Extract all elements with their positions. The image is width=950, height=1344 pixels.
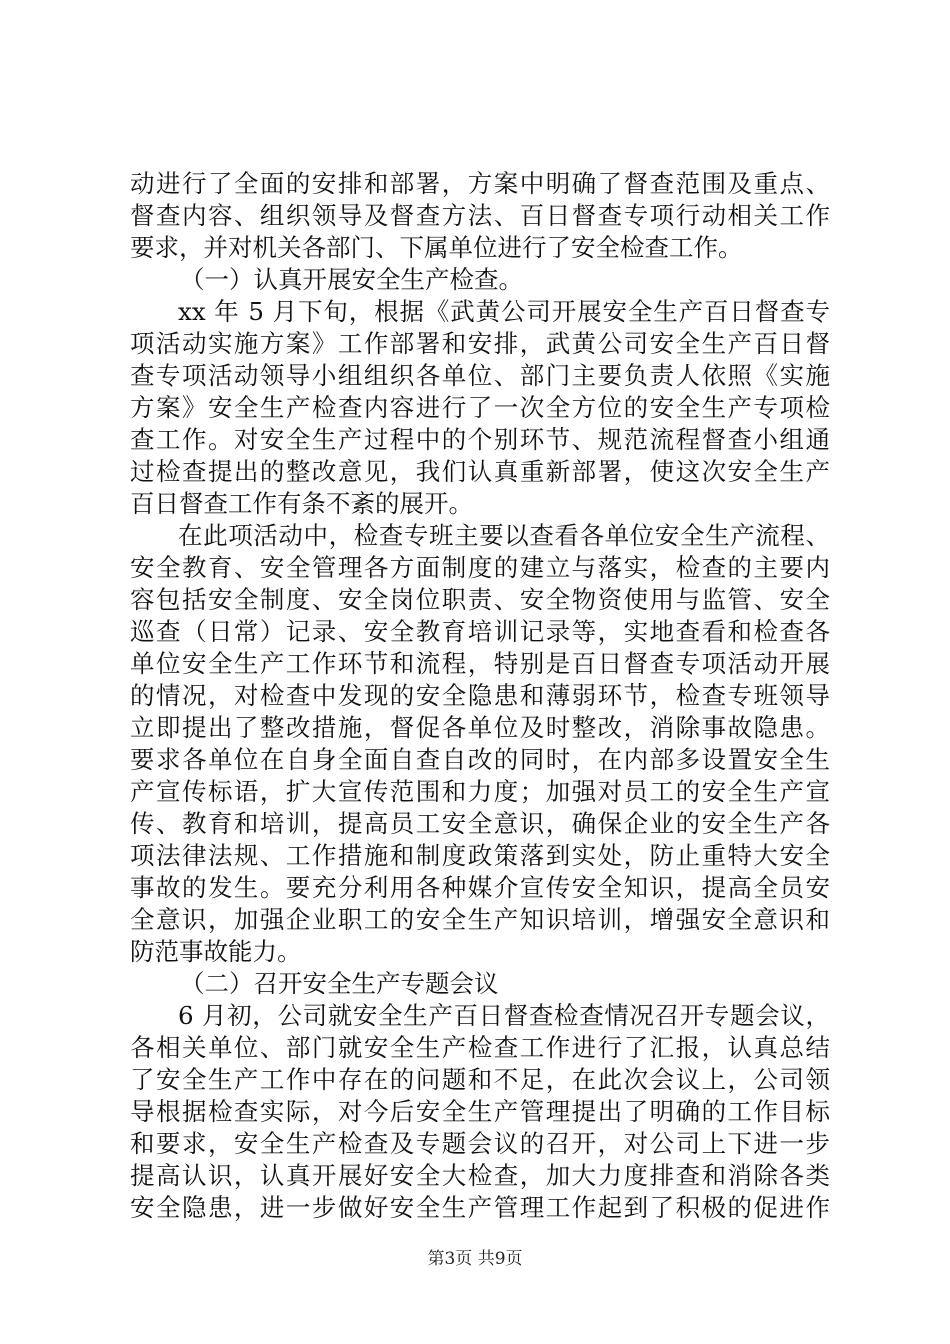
body-text-line: 动进行了全面的安排和部署，方案中明确了督查范围及重点、 [130,169,830,198]
body-text-line: 安全隐患，进一步做好安全生产管理工作起到了积极的促进作 [130,1193,830,1222]
body-text-line: 容包括安全制度、安全岗位职责、安全物资使用与监管、安全 [130,585,830,614]
body-text-line: 单位安全生产工作环节和流程，特别是百日督查专项活动开展 [130,649,830,678]
body-text-line: 百日督查工作有条不紊的展开。 [130,489,473,518]
body-text-line: 传、教育和培训，提高员工安全意识，确保企业的安全生产各 [130,809,830,838]
body-text-line: 和要求，安全生产检查及专题会议的召开，对公司上下进一步 [130,1129,830,1158]
body-text-line: 查工作。对安全生产过程中的个别环节、规范流程督查小组通 [130,425,830,454]
section-heading-1: （一）认真开展安全生产检查。 [180,265,523,294]
body-text-line: 全意识，加强企业职工的安全生产知识培训，增强安全意识和 [130,905,830,934]
body-text-line: 防范事故能力。 [130,937,302,966]
body-text-line: 要求，并对机关各部门、下属单位进行了安全检查工作。 [130,233,743,262]
body-text-line: 了安全生产工作中存在的问题和不足，在此次会议上，公司领 [130,1065,830,1094]
page-number-footer: 第3页 共9页 [427,1249,523,1269]
body-text-line: 6 月初，公司就安全生产百日督查检查情况召开专题会议， [178,1001,830,1030]
body-text-line: 的情况，对检查中发现的安全隐患和薄弱环节，检查专班领导 [130,681,830,710]
body-text-line: 在此项活动中，检查专班主要以查看各单位安全生产流程、 [178,521,830,550]
body-text-line: 事故的发生。要充分利用各种媒介宣传安全知识，提高全员安 [130,873,830,902]
body-text-line: 项活动实施方案》工作部署和安排，武黄公司安全生产百日督 [130,329,830,358]
body-text-line: 导根据检查实际，对今后安全生产管理提出了明确的工作目标 [130,1097,830,1126]
body-text-line: 产宣传标语，扩大宣传范围和力度；加强对员工的安全生产宣 [130,777,830,806]
body-text-line: 查专项活动领导小组组织各单位、部门主要负责人依照《实施 [130,361,830,390]
body-text-line: 方案》安全生产检查内容进行了一次全方位的安全生产专项检 [130,393,830,422]
body-text-line: 过检查提出的整改意见，我们认真重新部署，使这次安全生产 [130,457,830,486]
body-text-line: 安全教育、安全管理各方面制度的建立与落实，检查的主要内 [130,553,830,582]
body-text-line: 督查内容、组织领导及督查方法、百日督查专项行动相关工作 [130,201,830,230]
section-heading-2: （二）召开安全生产专题会议 [180,969,499,998]
body-text-line: 巡查（日常）记录、安全教育培训记录等，实地查看和检查各 [130,617,830,646]
body-text-line: 要求各单位在自身全面自查自改的同时，在内部多设置安全生 [130,745,830,774]
body-text-line: 立即提出了整改措施，督促各单位及时整改，消除事故隐患。 [130,713,830,742]
body-text-line: 提高认识，认真开展好安全大检查，加大力度排查和消除各类 [130,1161,830,1190]
body-text-line: 各相关单位、部门就安全生产检查工作进行了汇报，认真总结 [130,1033,830,1062]
body-text-line: xx 年 5 月下旬，根据《武黄公司开展安全生产百日督查专 [178,297,830,326]
body-text-line: 项法律法规、工作措施和制度政策落到实处，防止重特大安全 [130,841,830,870]
